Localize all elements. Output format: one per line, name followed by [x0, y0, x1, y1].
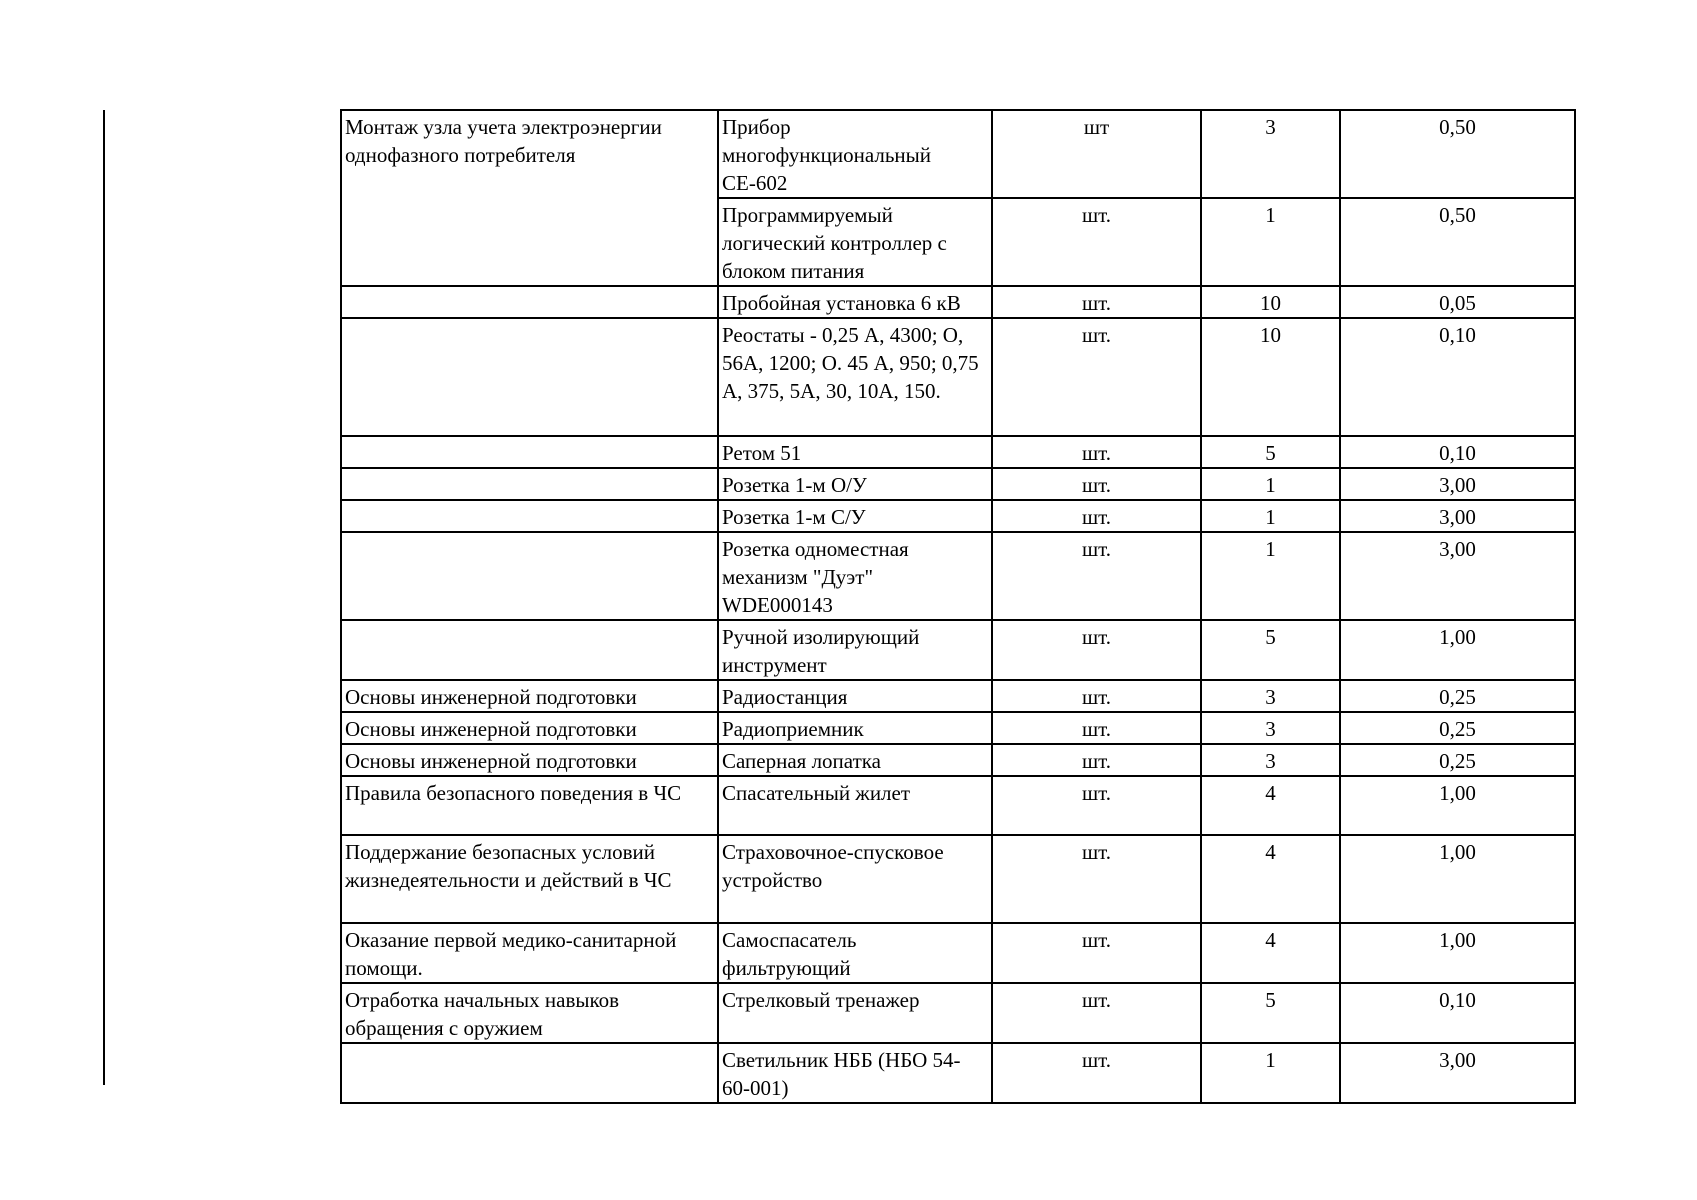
qty-cell: 3 [1201, 712, 1340, 744]
item-cell: Пробойная установка 6 кВ [718, 286, 992, 318]
unit-cell: шт. [992, 1043, 1201, 1103]
norm-cell: 1,00 [1340, 835, 1575, 923]
section-cell: Отработка начальных навыков обращения с оружием [341, 983, 718, 1043]
qty-cell: 4 [1201, 923, 1340, 983]
item-cell: Радиоприемник [718, 712, 992, 744]
norm-cell: 0,10 [1340, 318, 1575, 436]
table-row [341, 468, 1575, 500]
section-cell: Монтаж узла учета электроэнергии однофазного потребителя [341, 110, 718, 286]
item-cell: Спасательный жилет [718, 776, 992, 835]
norm-cell: 1,00 [1340, 620, 1575, 680]
qty-cell: 1 [1201, 532, 1340, 620]
section-cell: Поддержание безопасных условий жизнедеятельности и действий в ЧС [341, 835, 718, 923]
qty-cell: 5 [1201, 436, 1340, 468]
table-row [341, 712, 1575, 744]
item-cell: Страховочное-спусковое устройство [718, 835, 992, 923]
unit-cell: шт. [992, 286, 1201, 318]
section-cell [341, 532, 718, 620]
table-row [341, 1043, 1575, 1103]
table-row [341, 835, 1575, 923]
section-cell [341, 436, 718, 468]
qty-cell: 5 [1201, 983, 1340, 1043]
item-cell: Розетка 1-м С/У [718, 500, 992, 532]
section-cell: Основы инженерной подготовки [341, 712, 718, 744]
qty-cell: 5 [1201, 620, 1340, 680]
item-cell: Ретом 51 [718, 436, 992, 468]
section-cell [341, 286, 718, 318]
qty-cell: 4 [1201, 776, 1340, 835]
norm-cell: 0,25 [1340, 712, 1575, 744]
norm-cell: 1,00 [1340, 923, 1575, 983]
page-margin-line [103, 110, 105, 1085]
section-cell: Оказание первой медико-санитарной помощи. [341, 923, 718, 983]
item-cell: Реостаты - 0,25 А, 4300; О, 56А, 1200; О. 45 А, 950; 0,75 А, 375, 5А, 30, 10А, 150. [718, 318, 992, 436]
qty-cell: 1 [1201, 1043, 1340, 1103]
section-cell [341, 1043, 718, 1103]
unit-cell: шт. [992, 532, 1201, 620]
norm-cell: 0,05 [1340, 286, 1575, 318]
unit-cell: шт. [992, 620, 1201, 680]
norm-cell: 0,10 [1340, 436, 1575, 468]
unit-cell: шт. [992, 680, 1201, 712]
section-cell [341, 500, 718, 532]
item-cell: Самоспасатель фильтрующий [718, 923, 992, 983]
item-cell: Розетка одноместная механизм "Дуэт" WDE000143 [718, 532, 992, 620]
unit-cell: шт. [992, 468, 1201, 500]
unit-cell: шт [992, 110, 1201, 198]
section-cell: Основы инженерной подготовки [341, 680, 718, 712]
norm-cell: 3,00 [1340, 532, 1575, 620]
section-cell: Правила безопасного поведения в ЧС [341, 776, 718, 835]
norm-cell: 3,00 [1340, 500, 1575, 532]
qty-cell: 10 [1201, 286, 1340, 318]
item-cell: Прибор многофункциональный СЕ-602 [718, 110, 992, 198]
unit-cell: шт. [992, 835, 1201, 923]
table-row [341, 744, 1575, 776]
norm-cell: 0,50 [1340, 110, 1575, 198]
qty-cell: 3 [1201, 110, 1340, 198]
table-row [341, 318, 1575, 436]
table-row [341, 923, 1575, 983]
qty-cell: 1 [1201, 468, 1340, 500]
norm-cell: 1,00 [1340, 776, 1575, 835]
table-row [341, 983, 1575, 1043]
unit-cell: шт. [992, 983, 1201, 1043]
norm-cell: 3,00 [1340, 1043, 1575, 1103]
unit-cell: шт. [992, 198, 1201, 286]
item-cell: Розетка 1-м О/У [718, 468, 992, 500]
norm-cell: 0,25 [1340, 744, 1575, 776]
table-row [341, 532, 1575, 620]
table-row [341, 286, 1575, 318]
table-row [341, 620, 1575, 680]
table-row [341, 776, 1575, 835]
norm-cell: 0,50 [1340, 198, 1575, 286]
equipment-table [340, 109, 1576, 1104]
qty-cell: 10 [1201, 318, 1340, 436]
norm-cell: 0,25 [1340, 680, 1575, 712]
unit-cell: шт. [992, 712, 1201, 744]
unit-cell: шт. [992, 500, 1201, 532]
item-cell: Радиостанция [718, 680, 992, 712]
unit-cell: шт. [992, 744, 1201, 776]
table-row [341, 500, 1575, 532]
qty-cell: 1 [1201, 500, 1340, 532]
item-cell: Ручной изолирующий инструмент [718, 620, 992, 680]
section-cell: Основы инженерной подготовки [341, 744, 718, 776]
section-cell [341, 620, 718, 680]
unit-cell: шт. [992, 923, 1201, 983]
item-cell: Саперная лопатка [718, 744, 992, 776]
unit-cell: шт. [992, 436, 1201, 468]
table-row [341, 436, 1575, 468]
norm-cell: 0,10 [1340, 983, 1575, 1043]
item-cell: Светильник НББ (НБО 54-60-001) [718, 1043, 992, 1103]
norm-cell: 3,00 [1340, 468, 1575, 500]
qty-cell: 3 [1201, 744, 1340, 776]
section-cell [341, 468, 718, 500]
table-row [341, 110, 1575, 198]
qty-cell: 3 [1201, 680, 1340, 712]
unit-cell: шт. [992, 776, 1201, 835]
item-cell: Стрелковый тренажер [718, 983, 992, 1043]
item-cell: Программируемый логический контроллер с блоком питания [718, 198, 992, 286]
section-cell [341, 318, 718, 436]
qty-cell: 1 [1201, 198, 1340, 286]
qty-cell: 4 [1201, 835, 1340, 923]
unit-cell: шт. [992, 318, 1201, 436]
table-row [341, 680, 1575, 712]
